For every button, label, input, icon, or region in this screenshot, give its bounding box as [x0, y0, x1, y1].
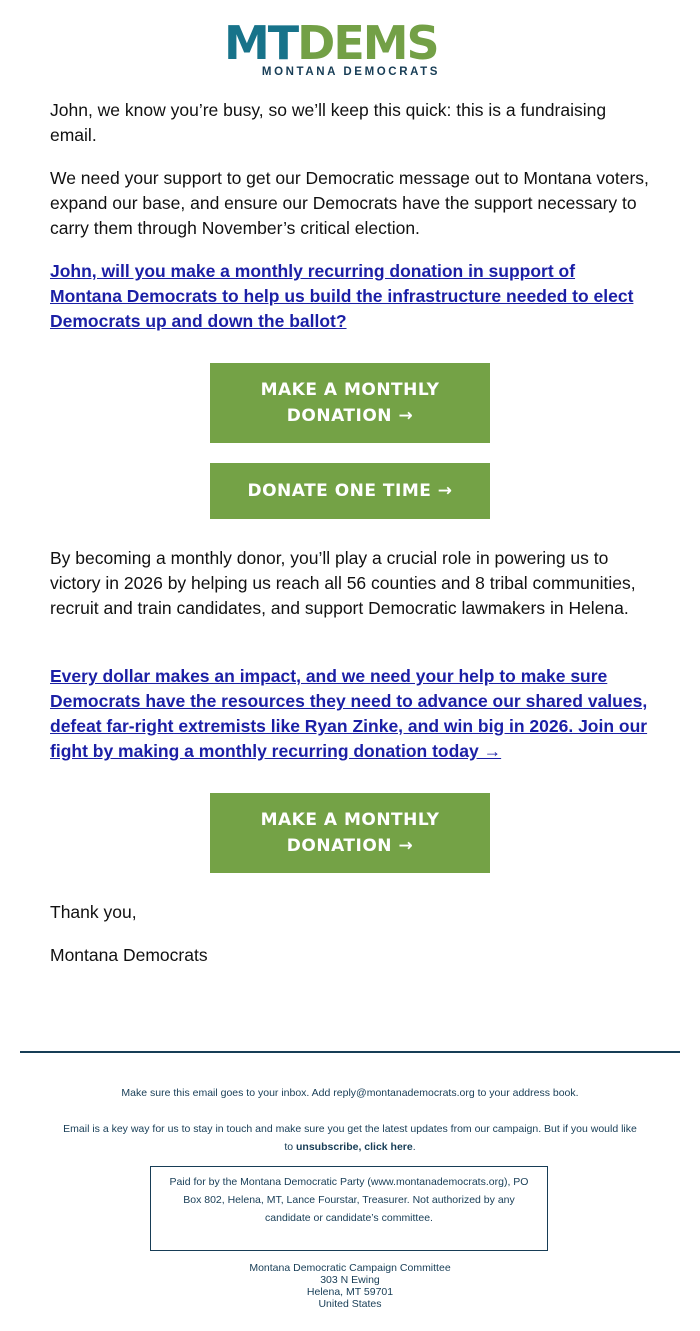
monthly-donation-ask-link[interactable]: John, will you make a monthly recurring donation in support of Montana Democrats to help us build the infrastructure needed to elect Democrats up and down the ballot? [50, 261, 634, 331]
button-label-line1: MAKE A MONTHLY [260, 810, 440, 830]
make-monthly-donation-button-2[interactable] [210, 793, 490, 873]
mtdems-logo [224, 16, 476, 82]
stay-in-touch-text: Email is a key way for us to stay in touch and make sure you get the latest updates from our campaign. But if you would like to [63, 1123, 637, 1153]
signature-text: Montana Democrats [50, 945, 208, 965]
mailing-address [150, 1262, 550, 1310]
address-org: Montana Democratic Campaign Committee [249, 1262, 451, 1274]
intro-paragraph: John, we know you’re busy, so we’ll keep this quick: this is a fundraising email. [50, 100, 607, 145]
donate-one-time-button[interactable] [210, 463, 490, 519]
impact-donation-link[interactable]: Every dollar makes an impact, and we need your help to make sure Democrats have the resources they need to advance our shared values, defeat far-right extremists like Ryan Zinke, and win big in 2026. Join our fight by making a monthly recurring donation today → [50, 666, 648, 761]
monthly-donor-paragraph: By becoming a monthly donor, you’ll play a crucial role in powering us to victory in 2026 by helping us reach all 56 counties and 8 tribal communities, recruit and train candidates, and support Democratic lawmakers in Helena. [50, 548, 636, 618]
make-monthly-donation-button[interactable] [210, 363, 490, 443]
support-paragraph: We need your support to get our Democratic message out to Montana voters, expand our base, and ensure our Democrats have the support necessary to carry them through November’s critical election. [50, 168, 649, 238]
unsubscribe-period: . [412, 1141, 416, 1153]
logo-dems: DEMS [297, 16, 438, 70]
logo-subtitle: MONTANA DEMOCRATS [261, 66, 441, 78]
address-street: 303 N Ewing [320, 1274, 380, 1286]
logo-mt: MT [224, 16, 298, 70]
button-label: DONATE ONE TIME → [247, 481, 453, 501]
paid-for-text: Paid for by the Montana Democratic Party (www.montanademocrats.org), PO Box 802, Helena, MT, Lance Fourstar, Treasurer. Not authorized by any candidate or candidate’s committee. [169, 1176, 529, 1224]
button-label-line2: DONATION → [286, 836, 414, 856]
paid-for-disclaimer [150, 1166, 548, 1251]
address-country: United States [318, 1298, 382, 1310]
address-city: Helena, MT 59701 [306, 1286, 394, 1298]
unsubscribe-note [60, 1120, 640, 1156]
unsubscribe-link[interactable]: unsubscribe, click here [296, 1141, 413, 1153]
thanks-text: Thank you, [50, 902, 137, 922]
button-label-line2: DONATION → [286, 406, 414, 426]
footer-divider [20, 1051, 680, 1053]
button-label-line1: MAKE A MONTHLY [260, 380, 440, 400]
logo-wordmark [224, 16, 438, 70]
inbox-note: Make sure this email goes to your inbox. Add reply@montanademocrats.org to your address book. [121, 1087, 579, 1099]
